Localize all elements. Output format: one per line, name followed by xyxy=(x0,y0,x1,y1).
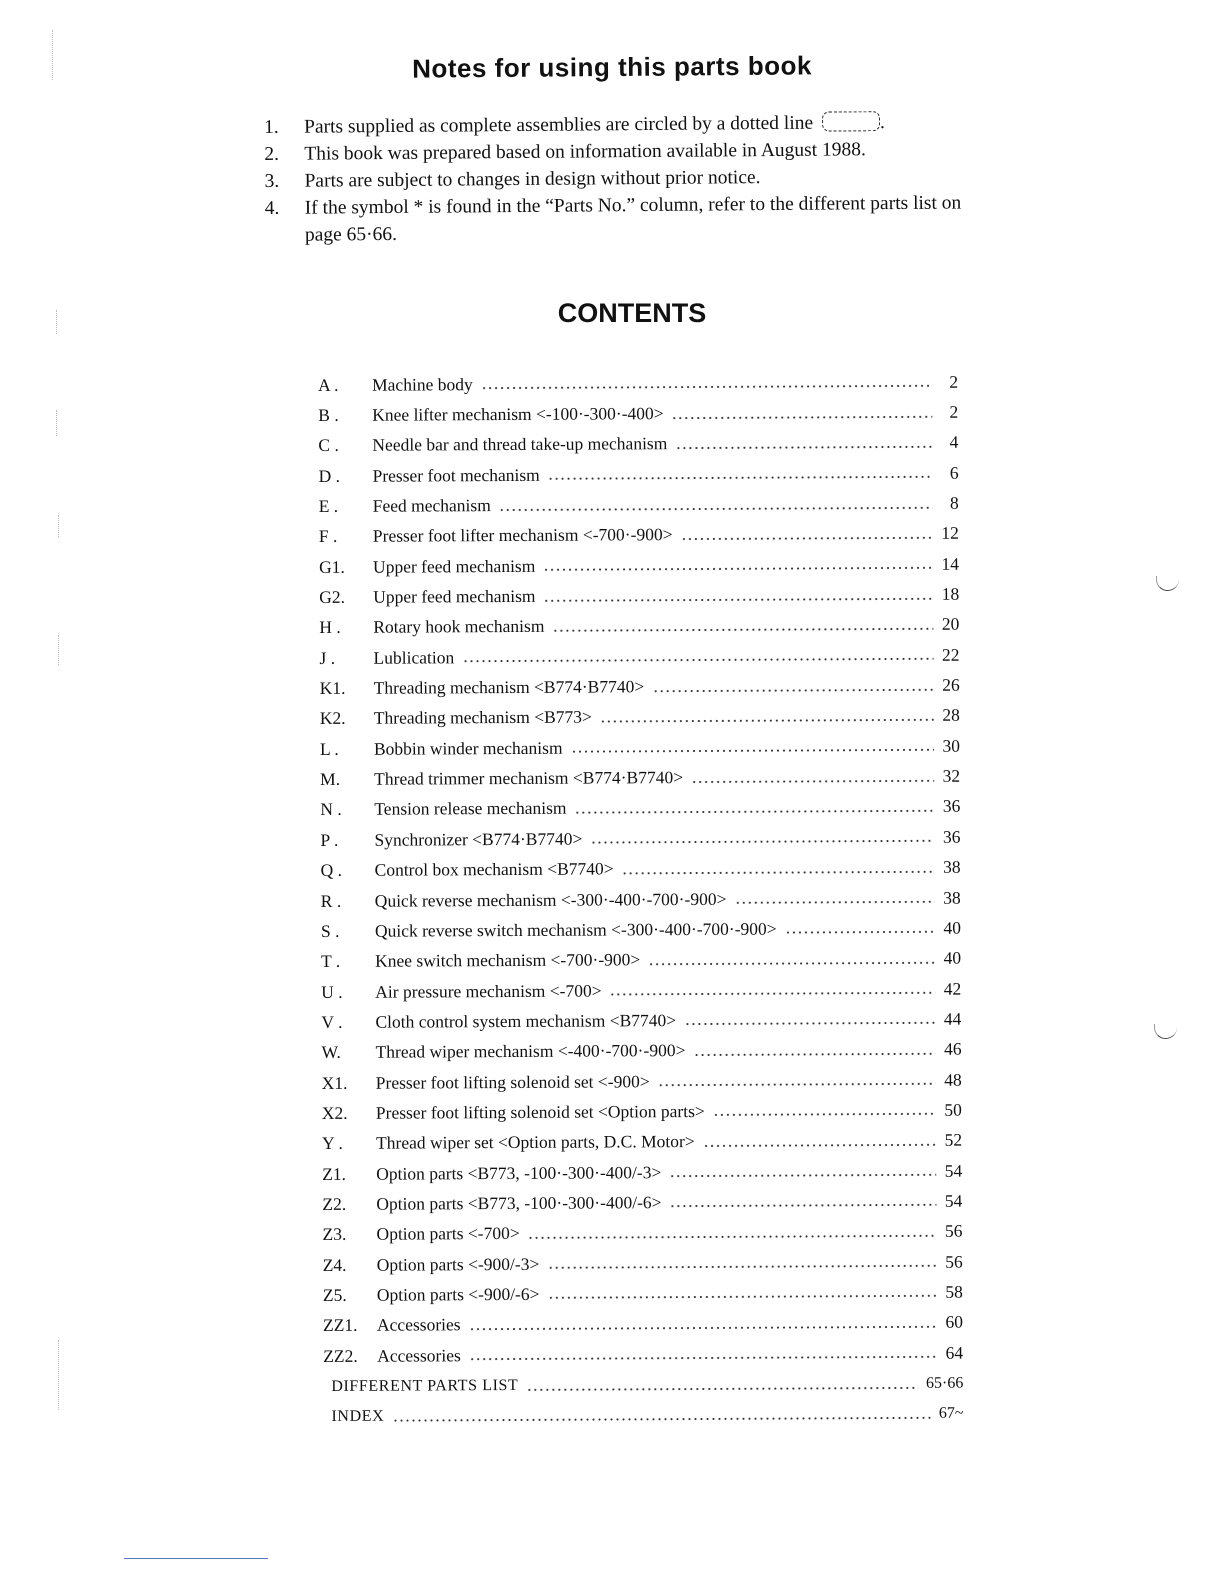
toc-entry-title: Bobbin winder mechanism xyxy=(373,737,563,759)
toc-dot-leader xyxy=(526,1385,918,1391)
toc-entry-title: Quick reverse switch mechanism <-300·-400·-700·-900> xyxy=(374,918,777,941)
toc-entry-page: 42 xyxy=(943,978,962,999)
toc-dot-leader xyxy=(548,475,933,481)
toc-entry[interactable] xyxy=(318,367,958,401)
toc-entry-letter: D . xyxy=(318,465,340,486)
toc-entry-title: DIFFERENT PARTS LIST xyxy=(331,1376,519,1395)
toc-entry-letter: C . xyxy=(318,435,339,456)
toc-entry-letter: Z2. xyxy=(322,1193,347,1214)
toc-entry-title: Synchronizer <B774·B7740> xyxy=(374,828,583,850)
toc-entry-title: Knee lifter mechanism <-100·-300·-400> xyxy=(372,403,664,425)
toc-entry[interactable] xyxy=(319,640,959,674)
toc-entry[interactable] xyxy=(322,1065,962,1099)
toc-entry-letter: T . xyxy=(321,951,341,972)
toc-entry[interactable] xyxy=(323,1277,963,1311)
toc-entry[interactable] xyxy=(321,943,961,977)
toc-entry-page: 30 xyxy=(942,735,961,756)
toc-entry-title: Option parts <B773, -100·-300·-400/-3> xyxy=(376,1161,662,1184)
toc-entry-page: 20 xyxy=(941,614,960,635)
toc-entry[interactable] xyxy=(320,670,960,704)
toc-entry-letter: J . xyxy=(319,647,336,668)
toc-entry-title: Presser foot lifting solenoid set <-900> xyxy=(375,1070,650,1093)
toc-entry-letter: E . xyxy=(318,495,339,517)
toc-dot-leader xyxy=(481,384,932,390)
note-text: If the symbol * is found in the “Parts No.” column, refer to the different parts list on page 65·66. xyxy=(304,192,962,246)
toc-entry[interactable] xyxy=(320,791,960,825)
toc-dot-leader xyxy=(681,536,933,541)
toc-dot-leader xyxy=(785,930,935,935)
toc-dot-leader xyxy=(543,566,933,572)
toc-entry[interactable] xyxy=(321,1034,961,1068)
note-text: This book was prepared based on information available in August 1988. xyxy=(304,139,866,165)
toc-entry-title: Option parts <-900/-6> xyxy=(376,1283,540,1305)
toc-entry-page: 18 xyxy=(941,583,960,604)
toc-entry-letter: H . xyxy=(319,617,341,638)
toc-entry-title: Lublication xyxy=(373,647,455,668)
table-of-contents xyxy=(318,367,964,1432)
toc-entry-title: Accessories xyxy=(376,1314,461,1336)
toc-entry-page: 52 xyxy=(944,1129,963,1150)
toc-entry[interactable] xyxy=(319,549,959,583)
toc-entry-page: 22 xyxy=(941,644,960,665)
toc-entry[interactable] xyxy=(319,488,959,522)
toc-entry-letter: A . xyxy=(318,374,339,395)
toc-entry-letter: X1. xyxy=(321,1072,348,1093)
toc-entry-title: Option parts <-900/-3> xyxy=(376,1253,540,1275)
toc-entry[interactable] xyxy=(318,397,958,431)
toc-dot-leader xyxy=(669,1173,936,1178)
toc-dot-leader xyxy=(658,1082,936,1087)
page-title: Notes for using this parts book xyxy=(412,50,812,84)
toc-entry[interactable] xyxy=(321,913,961,947)
notes-list xyxy=(264,108,1025,249)
toc-entry-page: 54 xyxy=(944,1160,963,1181)
toc-dot-leader xyxy=(713,1112,936,1117)
toc-entry-page: 40 xyxy=(943,917,961,938)
dotted-line-symbol-icon xyxy=(822,111,880,131)
note-number: 4. xyxy=(264,197,280,219)
toc-entry-title: Needle bar and thread take-up mechanism xyxy=(372,433,668,456)
toc-dot-leader xyxy=(547,1264,936,1270)
toc-dot-leader xyxy=(552,627,933,633)
toc-entry[interactable] xyxy=(318,427,958,461)
margin-tick xyxy=(58,515,60,537)
toc-entry-title: Control box mechanism <B7740> xyxy=(374,858,614,880)
toc-entry-page: 65·66 xyxy=(925,1374,964,1392)
toc-entry[interactable] xyxy=(319,579,959,613)
toc-dot-leader xyxy=(610,991,936,997)
toc-entry-letter: Z1. xyxy=(322,1163,347,1184)
toc-entry-title: Thread wiper set <Option parts, D.C. Motor> xyxy=(375,1131,695,1153)
toc-entry-page: 4 xyxy=(949,432,959,453)
toc-entry-title: Quick reverse mechanism <-300·-400·-700·-900> xyxy=(374,888,727,911)
toc-entry-title: Presser foot lifting solenoid set <Option parts> xyxy=(375,1100,705,1123)
note-number: 1. xyxy=(264,116,279,138)
toc-entry-title: Tension release mechanism xyxy=(374,798,567,820)
toc-entry-title: Feed mechanism xyxy=(372,495,491,516)
margin-tick xyxy=(58,635,60,665)
toc-entry-letter: Z5. xyxy=(322,1284,347,1305)
toc-entry-title: Thread trimmer mechanism <B774·B7740> xyxy=(374,767,684,789)
toc-dot-leader xyxy=(684,1021,935,1026)
binding-hole-mark xyxy=(1154,1024,1177,1039)
toc-entry-page: 2 xyxy=(949,371,959,392)
toc-entry-page: 36 xyxy=(942,796,961,817)
toc-entry[interactable] xyxy=(322,1125,962,1159)
toc-entry-letter: U . xyxy=(321,981,343,1002)
toc-entry-title: Option parts <B773, -100·-300·-400/-6> xyxy=(376,1192,662,1214)
toc-entry-page: 12 xyxy=(941,523,959,544)
toc-entry[interactable] xyxy=(320,822,960,856)
toc-entry-title: Knee switch mechanism <-700·-900> xyxy=(375,949,641,971)
contents-heading: CONTENTS xyxy=(557,298,707,328)
toc-entry-page: 64 xyxy=(945,1342,964,1363)
toc-entry-page: 28 xyxy=(942,705,960,726)
toc-entry-letter: P . xyxy=(320,829,339,850)
toc-entry-title: Threading mechanism <B774·B7740> xyxy=(373,676,645,698)
toc-entry-letter: L . xyxy=(319,738,339,759)
toc-entry-title: Presser foot mechanism xyxy=(372,464,540,486)
toc-entry-page: 6 xyxy=(949,462,959,483)
toc-dot-leader xyxy=(547,1294,936,1300)
toc-entry-title: Threading mechanism <B773> xyxy=(373,707,592,729)
toc-entry[interactable] xyxy=(323,1307,963,1341)
toc-entry-title: Presser foot lifter mechanism <-700·-900> xyxy=(372,524,673,547)
toc-entry-page: 36 xyxy=(942,826,961,847)
note-suffix: . xyxy=(879,112,885,134)
toc-dot-leader xyxy=(622,869,935,875)
toc-entry-letter: N . xyxy=(320,799,342,820)
toc-dot-leader xyxy=(693,1052,935,1057)
toc-entry[interactable] xyxy=(318,458,958,492)
note-text: Parts supplied as complete assemblies are circled by a dotted line xyxy=(304,112,814,138)
toc-entry-page: 8 xyxy=(949,492,959,513)
toc-entry-page: 2 xyxy=(949,401,959,422)
toc-entry-title: Cloth control system mechanism <B7740> xyxy=(375,1010,677,1032)
toc-entry-page: 44 xyxy=(943,1008,962,1029)
toc-entry-letter: M. xyxy=(320,769,341,790)
toc-dot-leader xyxy=(600,718,934,724)
toc-entry-letter: Z3. xyxy=(322,1224,347,1245)
toc-dot-leader xyxy=(574,809,934,815)
toc-entry-title: Upper feed mechanism xyxy=(372,555,536,577)
toc-entry-page: 26 xyxy=(942,674,960,695)
toc-entry-page: 46 xyxy=(944,1038,962,1059)
toc-entry-letter: X2. xyxy=(321,1102,348,1123)
toc-entry-page: 40 xyxy=(943,947,962,968)
toc-entry[interactable] xyxy=(319,518,959,552)
toc-entry-letter: F . xyxy=(318,526,338,547)
toc-dot-leader xyxy=(691,778,934,783)
toc-entry-title: Option parts <-700> xyxy=(376,1223,520,1245)
toc-entry-letter: ZZ2. xyxy=(323,1345,358,1366)
toc-dot-leader xyxy=(462,657,933,663)
toc-entry-letter: G1. xyxy=(318,556,345,577)
toc-dot-leader xyxy=(571,748,934,754)
note-text: Parts are subject to changes in design without prior notice. xyxy=(304,167,761,192)
toc-entry-letter: ZZ1. xyxy=(322,1315,358,1336)
binding-hole-mark xyxy=(1156,576,1179,591)
toc-entry-letter: Z4. xyxy=(322,1254,347,1275)
toc-entry-title: Machine body xyxy=(372,373,473,395)
toc-entry-letter: W. xyxy=(321,1042,341,1063)
toc-entry-title: INDEX xyxy=(331,1407,385,1425)
toc-entry-letter: V . xyxy=(321,1011,343,1032)
toc-entry[interactable] xyxy=(321,974,961,1008)
toc-entry-letter: B . xyxy=(318,404,339,426)
toc-entry-page: 32 xyxy=(942,765,961,786)
toc-dot-leader xyxy=(590,839,934,845)
toc-entry-page: 56 xyxy=(944,1220,963,1242)
toc-entry[interactable] xyxy=(319,609,959,643)
toc-entry-letter: K1. xyxy=(319,677,346,699)
toc-entry-letter: Y . xyxy=(321,1133,343,1154)
margin-tick xyxy=(58,1340,60,1410)
toc-dot-leader xyxy=(543,596,933,602)
toc-dot-leader xyxy=(392,1416,931,1423)
toc-dot-leader xyxy=(469,1355,937,1361)
toc-entry-letter: S . xyxy=(320,920,340,941)
toc-entry[interactable] xyxy=(323,1338,963,1372)
toc-entry-title: Rotary hook mechanism xyxy=(373,616,545,638)
toc-entry-page: 14 xyxy=(941,553,960,574)
toc-entry-page: 60 xyxy=(945,1311,964,1333)
toc-entry-letter: R . xyxy=(320,890,342,911)
toc-entry-title: Accessories xyxy=(377,1344,461,1366)
footer-rule xyxy=(124,1558,268,1559)
toc-dot-leader xyxy=(648,960,935,966)
toc-entry[interactable] xyxy=(320,700,960,734)
toc-entry-title: Upper feed mechanism xyxy=(373,585,536,607)
toc-dot-leader xyxy=(499,505,933,511)
toc-entry-page: 50 xyxy=(944,1099,962,1120)
note-item xyxy=(265,189,1025,249)
toc-entry[interactable] xyxy=(320,761,960,795)
toc-entry[interactable] xyxy=(322,1156,962,1190)
toc-dot-leader xyxy=(652,687,933,692)
toc-entry[interactable] xyxy=(322,1186,962,1220)
toc-entry[interactable] xyxy=(321,882,961,916)
toc-entry-page: 54 xyxy=(944,1190,963,1211)
toc-entry[interactable] xyxy=(323,1398,963,1432)
toc-entry[interactable] xyxy=(323,1247,963,1281)
toc-dot-leader xyxy=(528,1234,937,1240)
toc-entry-title: Air pressure mechanism <-700> xyxy=(375,980,602,1002)
toc-entry-letter: Q . xyxy=(320,860,343,881)
toc-entry[interactable] xyxy=(320,731,960,765)
toc-entry-title: Thread wiper mechanism <-400·-700·-900> xyxy=(375,1040,686,1062)
toc-entry-page: 38 xyxy=(943,856,961,877)
toc-entry[interactable] xyxy=(322,1216,962,1250)
margin-tick xyxy=(56,410,58,436)
note-number: 3. xyxy=(264,170,280,192)
toc-entry-page: 67~ xyxy=(938,1404,964,1422)
toc-entry-letter: G2. xyxy=(319,586,346,608)
toc-entry-letter: K2. xyxy=(319,708,346,729)
toc-entry[interactable] xyxy=(323,1368,963,1402)
toc-dot-leader xyxy=(669,1203,936,1208)
toc-dot-leader xyxy=(703,1143,936,1148)
toc-entry[interactable] xyxy=(321,852,961,886)
toc-entry-page: 58 xyxy=(945,1281,963,1302)
toc-dot-leader xyxy=(672,414,933,419)
note-number: 2. xyxy=(264,143,280,165)
toc-entry[interactable] xyxy=(321,1004,961,1038)
toc-entry[interactable] xyxy=(322,1095,962,1129)
toc-dot-leader xyxy=(469,1325,937,1331)
toc-dot-leader xyxy=(734,900,934,905)
toc-entry-page: 56 xyxy=(945,1251,963,1272)
toc-entry-page: 38 xyxy=(943,887,961,908)
toc-dot-leader xyxy=(675,445,932,450)
toc-entry-page: 48 xyxy=(944,1069,962,1090)
